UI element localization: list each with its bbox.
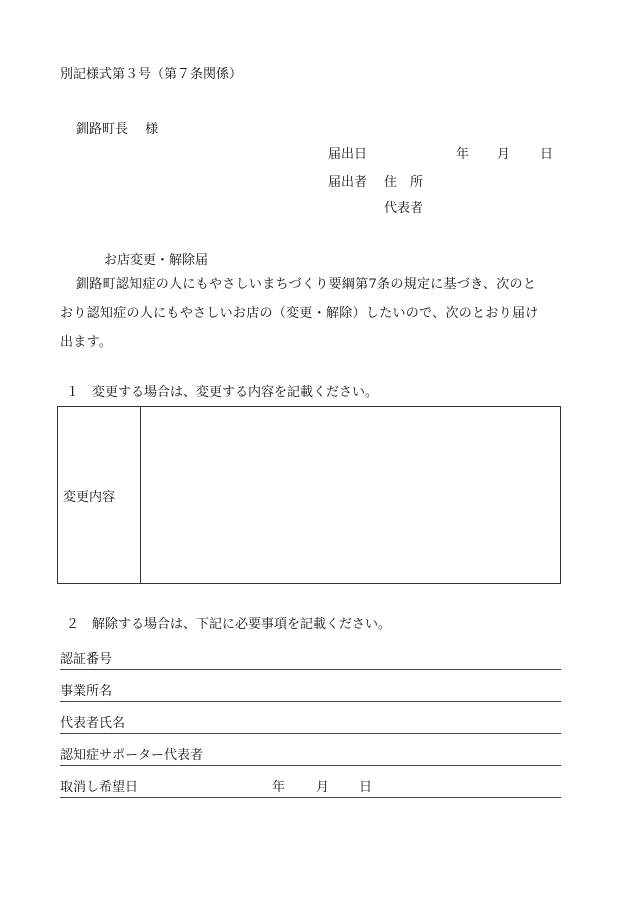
cancel-month: 月 [316,780,330,795]
section2-heading: ２ 解除する場合は、下記に必要事項を記載ください。 [66,617,392,632]
applicant-label: 届出者 [328,175,368,190]
date-label: 届出日 [328,147,368,162]
body-paragraph [60,270,566,357]
change-content-cell[interactable] [141,407,561,584]
section1-heading: １ 変更する場合は、変更する内容を記載ください。 [66,385,379,400]
representative-label: 代表者 [384,201,424,216]
change-content-label: 変更内容 [58,407,141,584]
field-label: 取消し希望日 [60,780,139,795]
field-label: 認証番号 [60,652,113,667]
body-line: 出ます。 [60,335,113,350]
field-label: 認知症サポーター代表者 [60,748,204,763]
body-line: おり認知症の人にもやさしいお店の（変更・解除）したいので、次のとおり届け [60,306,539,321]
date-day: 日 [540,147,554,162]
address-label: 住 所 [384,175,424,190]
representative-name-field[interactable] [60,711,561,734]
addressee: 釧路町長 様 [76,122,159,137]
business-name-field[interactable] [60,679,561,702]
form-number: 別記様式第３号（第７条関係） [60,67,243,82]
cancel-day: 日 [359,780,373,795]
field-label: 代表者氏名 [60,716,126,731]
date-month: 月 [497,147,511,162]
certification-number-field[interactable] [60,647,561,670]
form-title: お店変更・解除届 [104,253,209,268]
body-line: 釧路町認知症の人にもやさしいまちづくり要綱第7条の規定に基づき、次のと [76,277,537,292]
cancellation-date-field[interactable] [60,775,561,798]
date-year: 年 [456,147,470,162]
change-table [57,406,561,584]
supporter-representative-field[interactable] [60,743,561,766]
field-label: 事業所名 [60,684,113,699]
cancel-year: 年 [272,780,286,795]
